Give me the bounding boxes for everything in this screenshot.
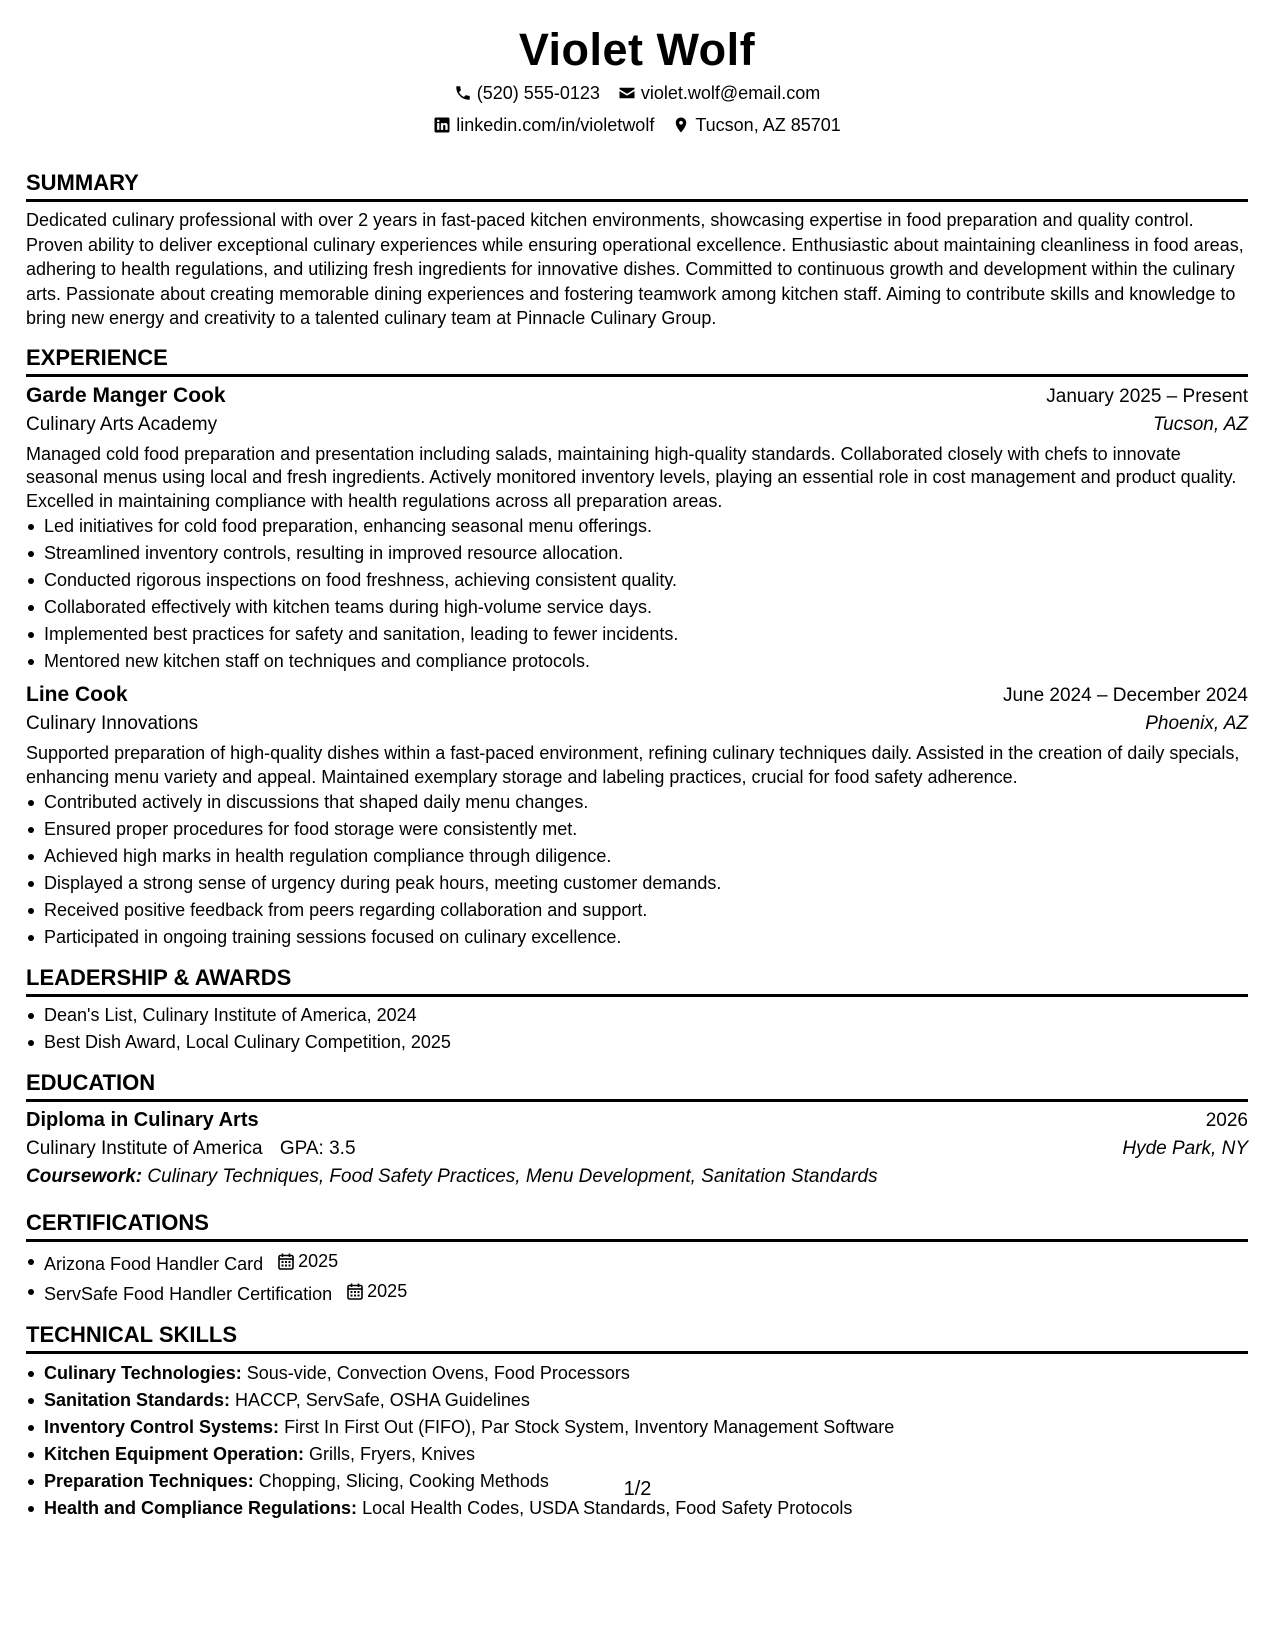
certification-name: Arizona Food Handler Card [44, 1254, 264, 1274]
list-item [44, 1248, 1248, 1278]
contact-row-secondary [26, 114, 1248, 136]
experience-section [26, 345, 1248, 952]
certification-name: ServSafe Food Handler Certification [44, 1284, 333, 1304]
education-heading: EDUCATION [26, 1070, 1248, 1102]
list-item: Best Dish Award, Local Culinary Competition, 2025 [44, 1029, 1248, 1056]
leadership-list [26, 1002, 1248, 1056]
school-info [26, 1138, 356, 1160]
skill-label: Inventory Control Systems: [44, 1417, 280, 1437]
skill-value: Chopping, Slicing, Cooking Methods [258, 1471, 549, 1491]
list-item: Streamlined inventory controls, resulting in improved resource allocation. [44, 540, 1248, 567]
leadership-heading: LEADERSHIP & AWARDS [26, 965, 1248, 997]
summary-heading: SUMMARY [26, 170, 1248, 202]
job-company: Culinary Arts Academy [26, 413, 218, 435]
skill-label: Culinary Technologies: [44, 1363, 242, 1383]
list-item: Collaborated effectively with kitchen teams during high-volume service days. [44, 594, 1248, 621]
linkedin-contact[interactable] [433, 114, 654, 136]
list-item [44, 1387, 1248, 1414]
gpa: GPA: 3.5 [279, 1138, 356, 1159]
job-company: Culinary Innovations [26, 713, 199, 734]
experience-heading: EXPERIENCE [26, 345, 1248, 377]
skill-label: Preparation Techniques: [44, 1471, 254, 1491]
skills-heading: TECHNICAL SKILLS [26, 1322, 1248, 1354]
skill-label: Health and Compliance Regulations: [44, 1498, 358, 1518]
certification-year: 2025 [367, 1281, 408, 1301]
coursework-list: Culinary Techniques, Food Safety Practices, Menu Development, Sanitation Standards [147, 1166, 878, 1187]
job-location: Phoenix, AZ [1145, 713, 1248, 734]
skill-label: Sanitation Standards: [44, 1390, 231, 1410]
job-subheader [26, 414, 1248, 436]
skill-label: Kitchen Equipment Operation: [44, 1444, 305, 1464]
certifications-section [26, 1210, 1248, 1308]
list-item: Conducted rigorous inspections on food freshness, achieving consistent quality. [44, 567, 1248, 594]
list-item [44, 1414, 1248, 1441]
skill-value: HACCP, ServSafe, OSHA Guidelines [235, 1390, 530, 1410]
certification-date [278, 1248, 338, 1275]
education-header [26, 1109, 1248, 1132]
summary-section [26, 170, 1248, 331]
job-header [26, 683, 1248, 707]
skill-value: Sous-vide, Convection Ovens, Food Processors [246, 1363, 630, 1383]
page-number: 1/2 [623, 1478, 652, 1500]
email-address[interactable]: violet.wolf@email.com [640, 83, 821, 103]
coursework-line [26, 1166, 1248, 1188]
degree-title: Diploma in Culinary Arts [26, 1109, 259, 1131]
job-bullets [26, 789, 1248, 951]
job-title: Line Cook [26, 683, 128, 706]
candidate-name: Violet Wolf [518, 24, 756, 75]
contact-row-primary [26, 82, 1248, 104]
job-description: Supported preparation of high-quality dishes within a fast-paced environment, refining culinary techniques daily. Assisted in the creation of daily specials, enhancing menu variety and appeal. Maintained exemplary storage and labeling practices, crucial for food safety adherence. [26, 743, 1240, 787]
list-item: Contributed actively in discussions that shaped daily menu changes. [44, 789, 1248, 816]
envelope-icon [618, 84, 636, 102]
certifications-heading: CERTIFICATIONS [26, 1210, 1248, 1242]
skill-value: First In First Out (FIFO), Par Stock System, Inventory Management Software [284, 1417, 895, 1437]
phone-icon [454, 84, 472, 102]
linkedin-url[interactable]: linkedin.com/in/violetwolf [456, 115, 655, 135]
phone-number: (520) 555-0123 [476, 83, 600, 103]
certification-year: 2025 [298, 1251, 339, 1271]
job-description: Managed cold food preparation and presentation including salads, maintaining high-quality standards. Collaborated closely with chefs to innovate seasonal menus using local and fresh ingredients. Actively monitored inventory levels, playing an essential role in cost management and product quality. Excelled in maintaining compliance with health regulations across all preparation areas. [26, 443, 1237, 511]
education-section [26, 1070, 1248, 1188]
location-contact [672, 114, 840, 136]
job-location: Tucson, AZ [1152, 413, 1248, 435]
job-entry-1 [26, 384, 1248, 676]
graduation-year: 2026 [1205, 1110, 1248, 1131]
resume-page [26, 0, 1248, 1522]
list-item: Dean's List, Culinary Institute of America, 2024 [44, 1002, 1248, 1029]
list-item: Ensured proper procedures for food storage were consistently met. [44, 816, 1248, 843]
list-item [44, 1360, 1248, 1387]
job-header [26, 384, 1248, 408]
job-dates: June 2024 – December 2024 [1002, 685, 1248, 706]
certification-date [347, 1278, 407, 1305]
phone-contact [454, 82, 600, 104]
leadership-section [26, 965, 1248, 1056]
school-name: Culinary Institute of America [26, 1138, 263, 1159]
calendar-icon [278, 1253, 294, 1270]
email-contact[interactable] [618, 82, 820, 104]
list-item: Implemented best practices for safety and sanitation, leading to fewer incidents. [44, 621, 1248, 648]
list-item: Displayed a strong sense of urgency during peak hours, meeting customer demands. [44, 870, 1248, 897]
job-bullets [26, 513, 1248, 675]
skill-value: Local Health Codes, USDA Standards, Food Safety Protocols [362, 1498, 853, 1518]
job-subheader [26, 713, 1248, 735]
list-item [44, 1441, 1248, 1468]
list-item [44, 1278, 1248, 1308]
list-item: Received positive feedback from peers regarding collaboration and support. [44, 897, 1248, 924]
education-subheader [26, 1138, 1248, 1160]
job-dates: January 2025 – Present [1046, 385, 1248, 407]
skill-value: Grills, Fryers, Knives [309, 1444, 476, 1464]
job-entry-2 [26, 683, 1248, 951]
school-location: Hyde Park, NY [1122, 1138, 1248, 1159]
map-pin-icon [672, 116, 690, 134]
list-item: Mentored new kitchen staff on techniques and compliance protocols. [44, 648, 1248, 675]
location-text: Tucson, AZ 85701 [695, 115, 841, 135]
linkedin-icon [433, 116, 451, 134]
list-item: Achieved high marks in health regulation compliance through diligence. [44, 843, 1248, 870]
list-item: Participated in ongoing training sessions focused on culinary excellence. [44, 924, 1248, 951]
certifications-list [26, 1248, 1248, 1308]
coursework-label: Coursework: [26, 1166, 143, 1187]
summary-text: Dedicated culinary professional with over 2 years in fast-paced kitchen environments, showcasing expertise in food preparation and quality control. Proven ability to deliver exceptional culinary experiences while ensuring operational excellence. Enthusiastic about maintaining cleanliness in food areas, adhering to health regulations, and utilizing fresh ingredients for innovative dishes. Committed to continuous growth and development within the culinary arts. Passionate about creating memorable dining experiences and fostering teamwork among kitchen staff. Aiming to contribute skills and knowledge to bring new energy and creativity to a talented culinary team at Pinnacle Culinary Group. [26, 210, 1244, 328]
job-title: Garde Manger Cook [26, 383, 226, 407]
list-item: Led initiatives for cold food preparation, enhancing seasonal menu offerings. [44, 513, 1248, 540]
calendar-icon [347, 1283, 363, 1300]
